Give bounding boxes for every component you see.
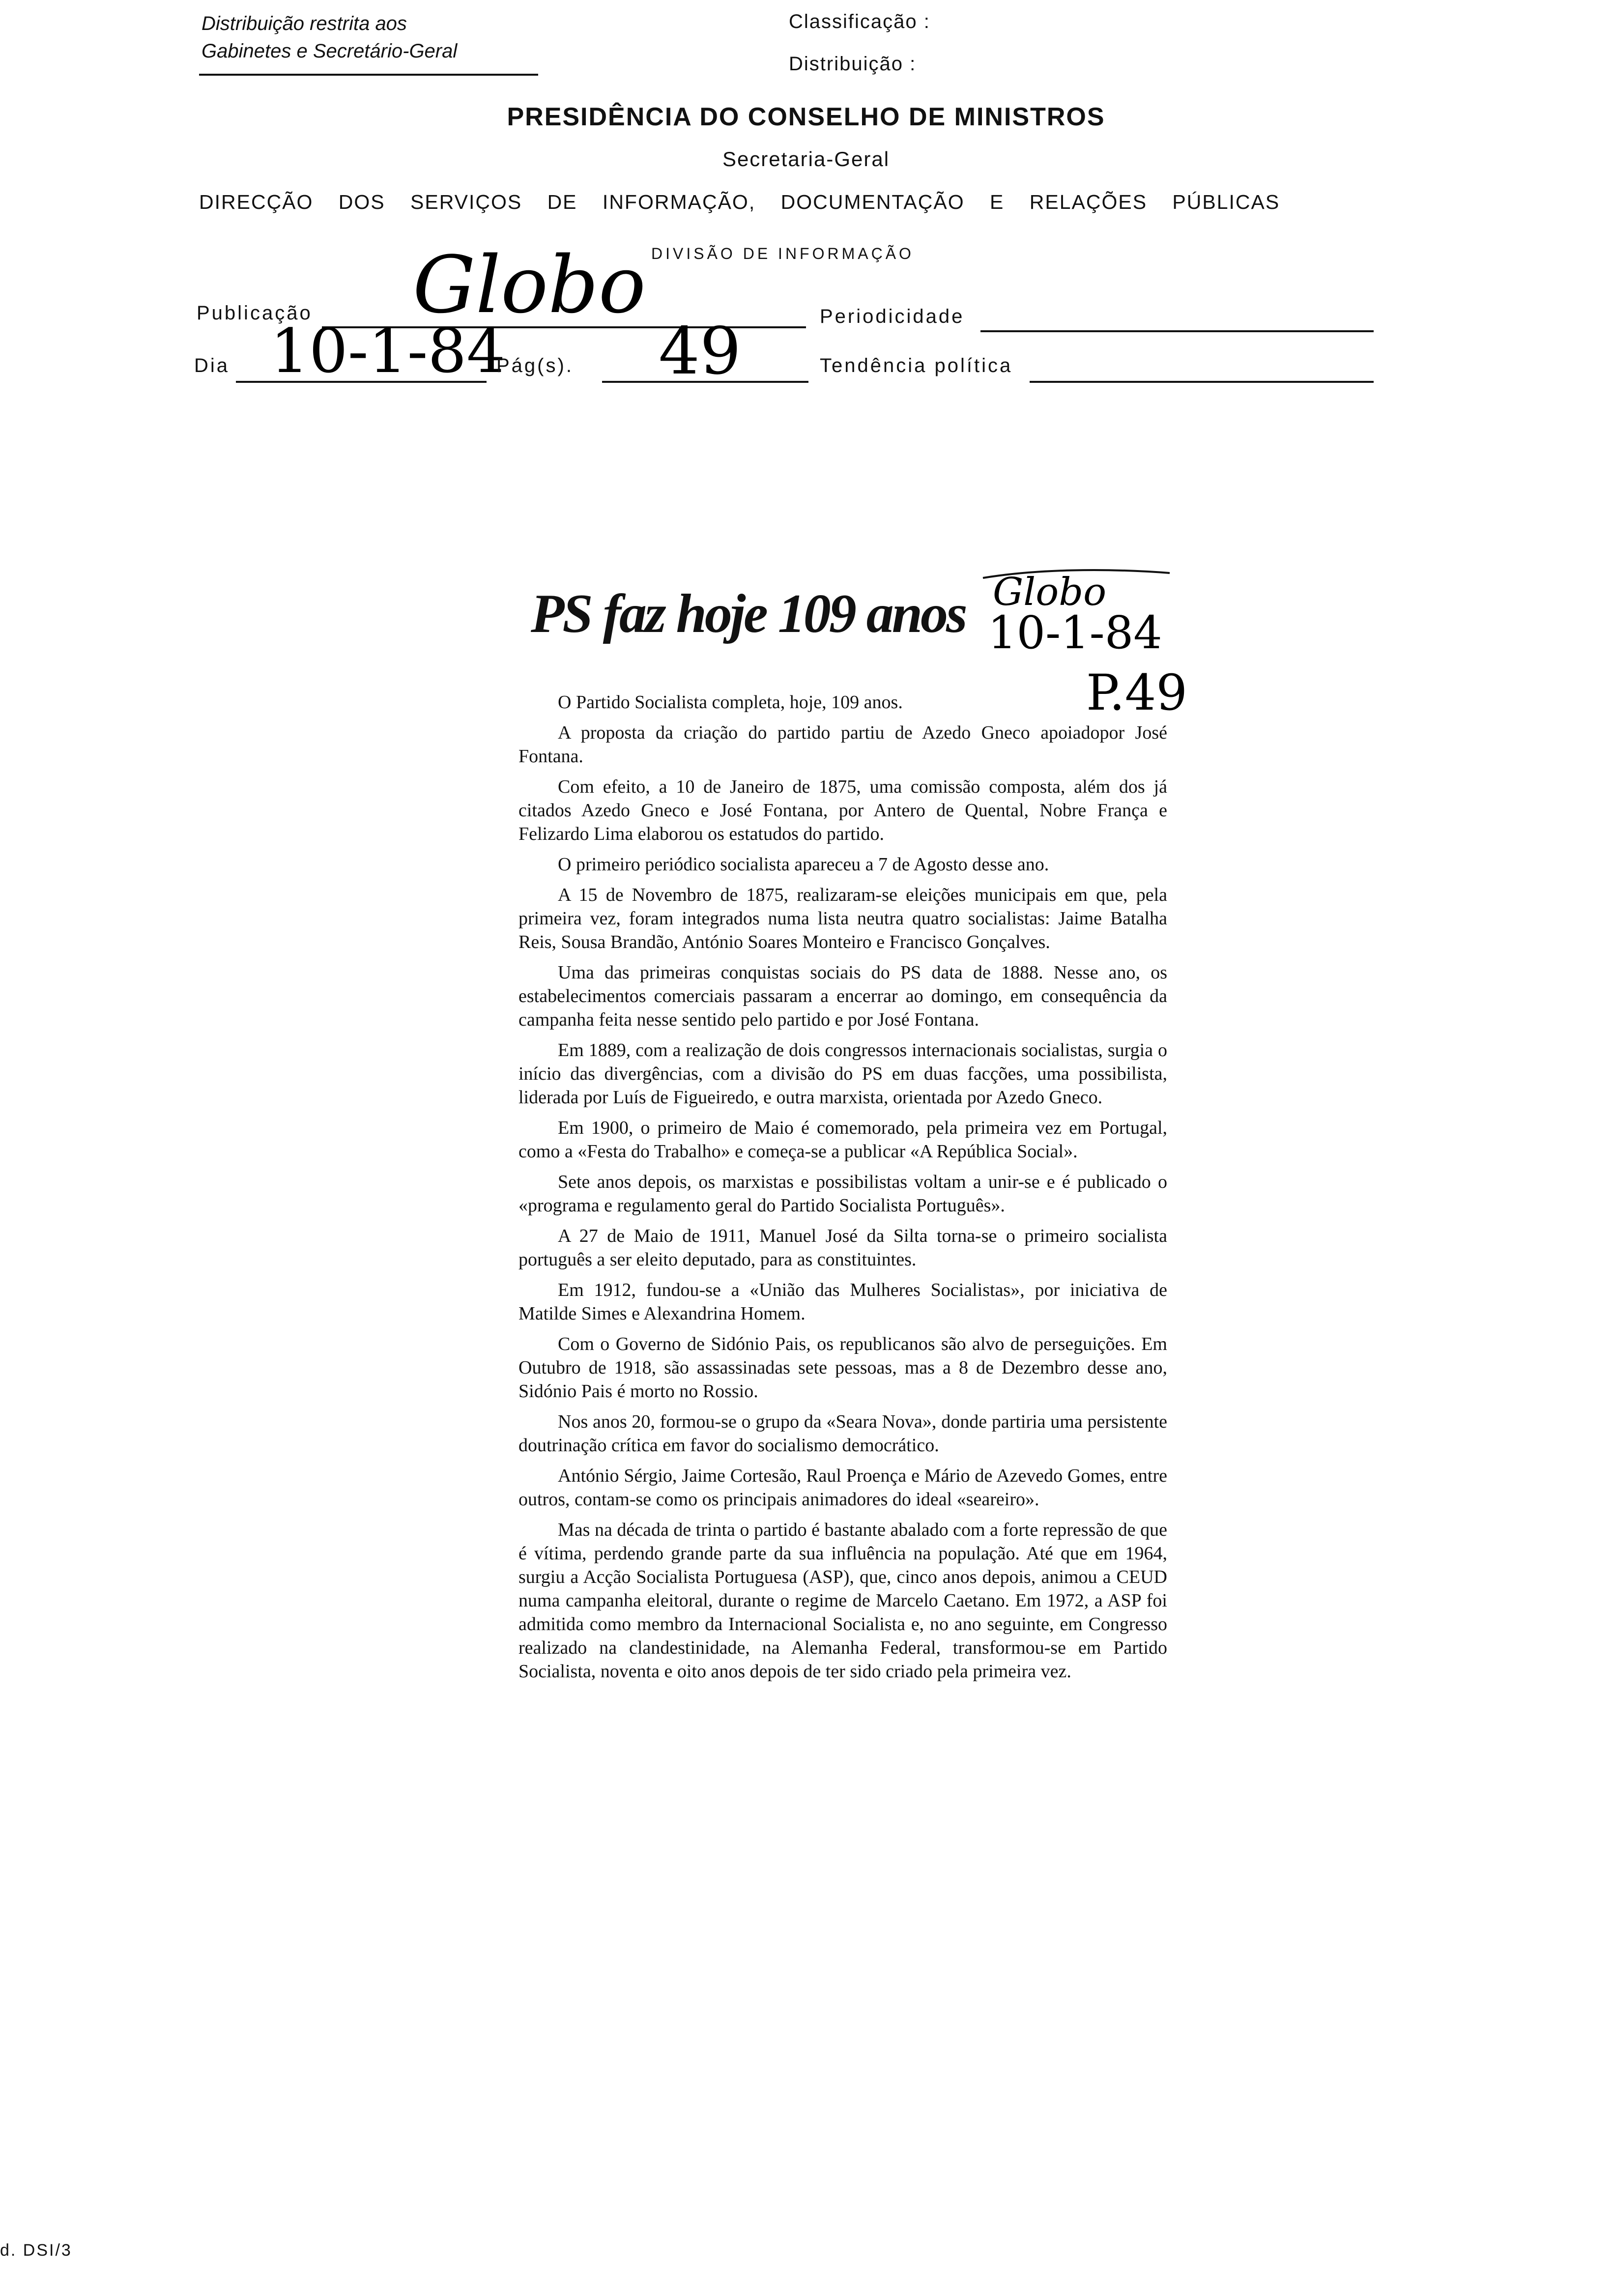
article-paragraph: Uma das primeiras conquistas sociais do PS data de 1888. Nesse ano, os estabelecimentos comerciais passaram a encerrar ao domingo, em consequência da campanha feita nesse sentido pelo partido e por José Fontana. <box>518 962 1167 1030</box>
article-paragraph: Com o Governo de Sidónio Pais, os republicanos são alvo de perseguições. Em Outubro de 1918, são assassinadas sete pessoas, mas a 8 de Dezembro desse ano, Sidónio Pais é morto no Rossio. <box>518 1334 1167 1402</box>
article-paragraph: Em 1912, fundou-se a «União das Mulheres Socialistas», por iniciativa de Matilde Simes e Alexandrina Homem. <box>518 1280 1167 1324</box>
publication-label: Publicação <box>197 302 313 324</box>
page-title: PRESIDÊNCIA DO CONSELHO DE MINISTROS <box>507 103 1105 131</box>
distribution-note-line2: Gabinetes e Secretário-Geral <box>202 40 458 62</box>
publication-value[interactable]: Globo <box>413 239 646 331</box>
form-code: d. DSI/3 <box>0 2241 72 2260</box>
handwritten-note-line1: Globo <box>993 570 1107 614</box>
handwritten-note-line2: 10-1-84 <box>988 606 1162 659</box>
political-tendency-field-line <box>1030 381 1374 383</box>
article-paragraph: Com efeito, a 10 de Janeiro de 1875, uma comissão composta, além dos já citados Azedo Gneco e José Fontana, por Antero de Quental, Nobre França e Felizardo Lima elaborou os estatudos do partido. <box>518 776 1167 844</box>
article-paragraph: Sete anos depois, os marxistas e possibilistas voltam a unir-se e é publicado o «programa e regulamento geral do Partido Socialista Português». <box>518 1172 1167 1216</box>
article-paragraph: A 27 de Maio de 1911, Manuel José da Silta torna-se o primeiro socialista português a ser eleito deputado, para as constituintes. <box>518 1226 1167 1270</box>
political-tendency-label: Tendência política <box>820 355 1013 376</box>
pages-value[interactable]: 49 <box>659 314 741 389</box>
distribution-note <box>202 10 546 65</box>
page-subtitle: Secretaria-Geral <box>722 147 890 171</box>
article-paragraph: Em 1889, com a realização de dois congressos internacionais socialistas, surgia o início das divergências, com a divisão do PS em duas facções, uma possibilista, liderada por Luís de Figueiredo, e outra marxista, orientada por Azedo Gneco. <box>518 1040 1167 1108</box>
article-paragraph: O primeiro periódico socialista apareceu a 7 de Agosto desse ano. <box>558 854 1049 875</box>
article-paragraph: O Partido Socialista completa, hoje, 109 anos. <box>558 692 903 713</box>
division-label: DIVISÃO DE INFORMAÇÃO <box>651 245 914 262</box>
day-label: Dia <box>194 355 230 376</box>
article-paragraph: Mas na década de trinta o partido é bastante abalado com a forte repressão de que é vítima, perdendo grande parte da sua influência na população. Até que em 1964, surgiu a Acção Socialista Portuguesa (ASP), que, cinco anos depois, animou a CEUD numa campanha eleitoral, durante o regime de Marcelo Caetano. Em 1972, a ASP foi admitida como membro da Internacional Socialista e, no ano seguinte, em Congresso realizado na clandestinidade, na Alemanha Federal, transformou-se em Partido Socialista, noventa e oito anos depois de ter sido criado pela primeira vez. <box>518 1520 1167 1682</box>
periodicity-label: Periodicidade <box>820 306 965 327</box>
classification-label: Classificação : <box>789 11 930 32</box>
periodicity-field-line <box>980 330 1374 332</box>
article-body <box>518 690 1167 1690</box>
distribution-label: Distribuição : <box>789 53 917 75</box>
handwritten-note-line3: P.49 <box>1086 664 1188 721</box>
article-paragraph: António Sérgio, Jaime Cortesão, Raul Proença e Mário de Azevedo Gomes, entre outros, contam-se como os principais animadores do ideal «seareiro». <box>518 1465 1167 1510</box>
directorate-line: DIRECÇÃO DOS SERVIÇOS DE INFORMAÇÃO, DOCUMENTAÇÃO E RELAÇÕES PÚBLICAS <box>199 191 1280 213</box>
distribution-note-underline <box>199 74 538 76</box>
day-value[interactable]: 10-1-84 <box>270 316 506 387</box>
pages-label: Pág(s). <box>496 355 574 376</box>
distribution-note-line1: Distribuição restrita aos <box>202 13 407 34</box>
article-paragraph: Nos anos 20, formou-se o grupo da «Seara Nova», donde partiria uma persistente doutrinação crítica em favor do socialismo democrático. <box>518 1411 1167 1456</box>
article-paragraph: A proposta da criação do partido partiu de Azedo Gneco apoiadopor José Fontana. <box>518 722 1167 767</box>
article-headline: PS faz hoje 109 anos <box>531 583 966 644</box>
article-paragraph: A 15 de Novembro de 1875, realizaram-se eleições municipais em que, pela primeira vez, foram integrados numa lista neutra quatro socialistas: Jaime Batalha Reis, Sousa Brandão, António Soares Monteiro e Francisco Gonçalves. <box>518 885 1167 952</box>
article-paragraph: Em 1900, o primeiro de Maio é comemorado, pela primeira vez em Portugal, como a «Festa do Trabalho» e começa-se a publicar «A República Social». <box>518 1118 1167 1162</box>
